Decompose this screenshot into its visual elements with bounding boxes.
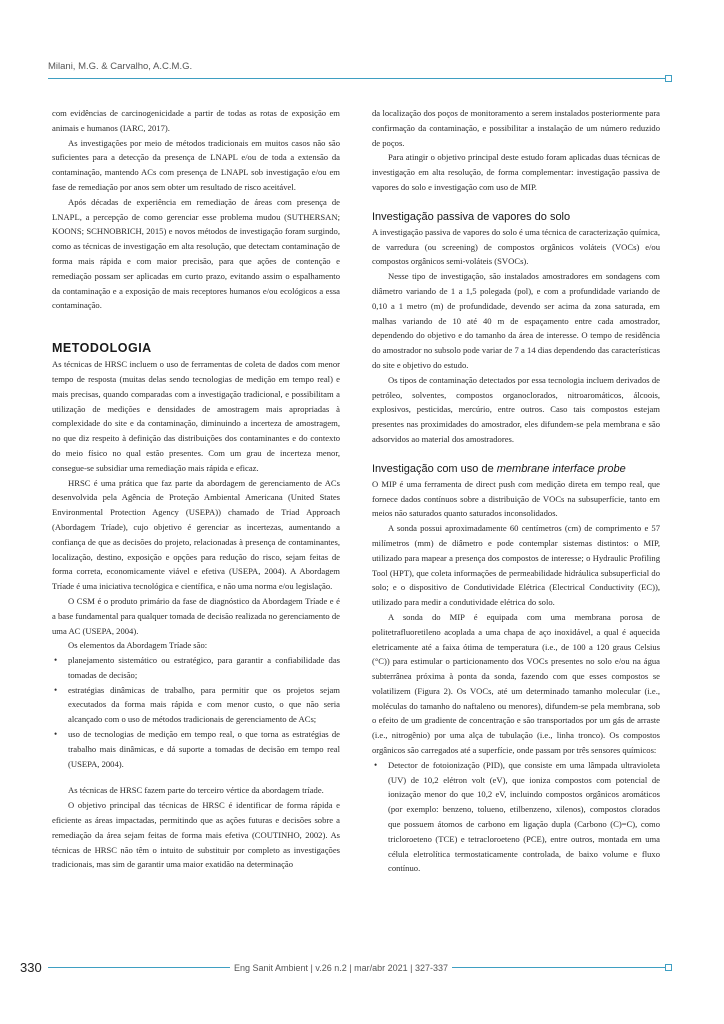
paragraph: Os elementos da Abordagem Tríade são: — [68, 640, 208, 651]
triad-elements-list — [52, 653, 340, 771]
page-footer — [0, 960, 724, 976]
list-item-text: • Detector de fotoionização (PID), que consiste em uma lâmpada ultravioleta (UV) de 10,2 elétron volt (eV), que ioniza compostos com potencial de ionização menor do que 10,2 eV, incluindo compostos orgânicos aromáticos (por exemplo: benzeno, tolueno, etilbenzeno, xilenos), compostos clorados que possuem átomos de carbono em ligação dupla (Carbono (C)=C), como tricloroeteno (TCE) e tetracloroeteno (PCE), entre outros, montada em uma célula eletrolítica termostaticamente controlada, de baixo volume e fluxo contínuo. — [388, 759, 660, 874]
journal-citation: Eng Sanit Ambient | v.26 n.2 | mar/abr 2021 | 327-337 — [230, 963, 452, 973]
subsection-heading-mip — [372, 463, 660, 475]
sensors-list — [372, 758, 660, 876]
list-item — [52, 683, 340, 727]
list-item — [52, 727, 340, 771]
paragraph: HRSC é uma prática que faz parte da abordagem de gerenciamento de ACs desenvolvida pela Agência de Proteção Ambiental Americana (United States Environmental Protection Agency (USEPA)) chamado de Triad Approach (Abordagem Tríade), cujo objetivo é gerenciar as incertezas, aumentando a confiança de que as decisões do projeto, relacionadas à presença de contaminantes, localização, destino, exposição e opções para redução do risco, sejam feitas de forma correta, economicamente viável e efetiva (USEPA, 2004). A Abordagem Tríade é uma iniciativa tecnológica e científica, e não uma norma e/ou legislação. — [52, 477, 340, 592]
paragraph: O CSM é o produto primário da fase de diagnóstico da Abordagem Tríade e é a base fundamental para qualquer tomada de decisão realizada no gerenciamento de uma AC (USEPA, 2004). — [52, 595, 340, 636]
left-column — [52, 106, 340, 872]
list-item-text: • estratégias dinâmicas de trabalho, para permitir que os projetos sejam executados da forma mais rápida e com menor custo, o que não seria alcançado com o uso de métodos tradicionais de gerenciamento de ACs; — [68, 684, 340, 725]
heading-text: Investigação com uso de — [372, 462, 497, 475]
running-header-authors: Milani, M.G. & Carvalho, A.C.M.G. — [48, 61, 193, 72]
paragraph: A investigação passiva de vapores do solo é uma técnica de caracterização química, de varredura (ou screening) de compostos orgânicos voláteis (VOCs) e/ou compostos orgânicos semi-voláteis (SVOCs). — [372, 226, 660, 267]
heading-emphasis: membrane interface probe — [496, 462, 626, 475]
paragraph: da localização dos poços de monitoramento a serem instalados posteriormente para confirmação da contaminação, e possibilitar a instalação de um número reduzido de poços. — [372, 108, 660, 148]
list-item — [52, 653, 340, 683]
list-item — [372, 758, 660, 876]
paragraph: As técnicas de HRSC fazem parte do terceiro vértice da abordagem tríade. — [68, 785, 324, 796]
paragraph: As investigações por meio de métodos tradicionais em muitos casos não são suficientes para a detecção da presença de LNAPL e/ou de toda a extensão da contaminação, mantendo ACs com presença de LNAPL sob investigação e/ou em fase de remediação por anos sem obter um resultado de risco aceitável. — [52, 137, 340, 192]
paragraph: Para atingir o objetivo principal deste estudo foram aplicadas duas técnicas de investigação em alta resolução, de forma complementar: investigação passiva de vapores do solo e investigação com uso de MIP. — [372, 152, 660, 192]
paragraph: As técnicas de HRSC incluem o uso de ferramentas de coleta de dados com menor tempo de resposta (muitas delas sendo tecnologias de medição em tempo real) e mais precisas, quando comparadas com a investigação tradicional, e possibilitam a utilização de medições e densidades de amostragem mais apropriadas à complexidade do site e da contaminação, diminuindo a incerteza de amostragem, no que diz respeito à definição das distribuições dos contaminantes e do contexto do meio físico no qual estão presentes. Com um grau de incerteza menor, consegue-se subsidiar uma remediação mais rápida e eficaz. — [52, 359, 340, 473]
page-number: 330 — [20, 960, 46, 975]
paragraph: O objetivo principal das técnicas de HRSC é identificar de forma rápida e eficiente as áreas impactadas, permitindo que as ações futuras e decisões sobre a remediação da área sejam feitas de forma mais efetiva (COUTINHO, 2002). As técnicas de HRSC não têm o intuito de substituir por completo as investigações tradicionais, mas sim de garantir uma maior exatidão na determinação — [52, 800, 340, 870]
list-item-text: • uso de tecnologias de medição em tempo real, o que torna as estratégias de trabalho mais dinâmicas, e dá suporte a tomadas de decisão em tempo real (USEPA, 2004). — [68, 729, 340, 769]
right-column — [372, 106, 660, 876]
paragraph: A sonda do MIP é equipada com uma membrana porosa de politetrafluoretileno acoplada a uma chapa de aço inoxidável, a qual é aquecida eletricamente até a faixa ótima de temperatura (i.e., de 100 a 120 graus Celsius (°C)) para estimular o particionamento dos VOCs presentes no solo e/ou na água subterrânea próxima à ponta da sonda, fazendo com que esses compostos se volatilizem (Figura 2). Os VOCs, até um determinado tamanho molecular (i.e., moléculas do tamanho do naftaleno ou menores), difundem-se pela membrana, sob o efeito de um gradiente de concentração e são transportados por um gás de arraste (i.e., nitrogênio) por uma alça de tubulação (i.e., linha tronco). Os compostos orgânicos são carregados até a superfície, onde passam por três sensores químicos: — [372, 611, 660, 756]
section-heading-metodologia: METODOLOGIA — [52, 341, 152, 356]
header-rule-end-square — [665, 75, 672, 82]
paragraph: com evidências de carcinogenicidade a partir de todas as rotas de exposição em animais e humanos (IARC, 2017). — [52, 108, 340, 133]
paragraph: O MIP é uma ferramenta de direct push com medição direta em tempo real, que fornece dados contínuos sobre a distribuição de VOCs na subsuperfície, tanto em meios não saturados quanto saturados inconsolidados. — [372, 478, 660, 519]
paragraph: Após décadas de experiência em remediação de áreas com presença de LNAPL, a percepção de como gerenciar esse problema mudou (SUTHERSAN; KOONS; SCHNOBRICH, 2015) e novos métodos de investigação foram surgindo, como as técnicas de investigação em alta resolução, que detectam contaminação de forma mais rápida e com maior precisão, para que ações de contenção e remediação possam ser aplicadas em curto prazo, evitando assim o espalhamento da contaminação e a exposição de mais receptores humanos e/ou ecológicos a essa contaminação. — [52, 196, 340, 311]
paragraph: A sonda possui aproximadamente 60 centímetros (cm) de comprimento e 57 milímetros (mm) de diâmetro e pode contemplar sistemas distintos: o MIP, utilizado para mapear a presença dos compostos de interesse; o Hydraulic Profiling Tool (HPT), que coleta informações de permeabilidade hidráulica subsuperficial do solo; e o dispositivo de Condutividade Elétrica (Electrical Conductivity (EC)), utilizado para medir a condutividade elétrica do solo. — [372, 523, 660, 608]
paragraph: Nesse tipo de investigação, são instalados amostradores em sondagens com diâmetro variando de 1 a 1,5 polegada (pol), e com a profundidade variando de 0,10 a 1 metro (m) de profundidade, devendo ser acima da zona saturada, em malhas variando de 10 até 40 m de espaçamento entre cada amostrador, dependendo do objetivo e do tamanho da área de interesse. O tempo de residência do amostrador no subsolo pode variar de 7 a 14 dias dependendo das características do site e objetivo do estudo. — [372, 271, 660, 370]
subsection-heading-passive-vapor: Investigação passiva de vapores do solo — [372, 210, 571, 223]
paragraph: Os tipos de contaminação detectados por essa tecnologia incluem derivados de petróleo, solventes, compostos organoclorados, nitroaromáticos, álcoois, explosivos, pesticidas, mercúrio, entre outros. Caso tais compostos estejam presentes nas proximidades do amostrador, eles difundem-se pela membrana e são adsorvidos ao material dos amostradores. — [372, 374, 660, 444]
header-rule — [48, 78, 668, 79]
list-item-text: • planejamento sistemático ou estratégico, para garantir a confiabilidade das tomadas de decisão; — [68, 655, 340, 680]
